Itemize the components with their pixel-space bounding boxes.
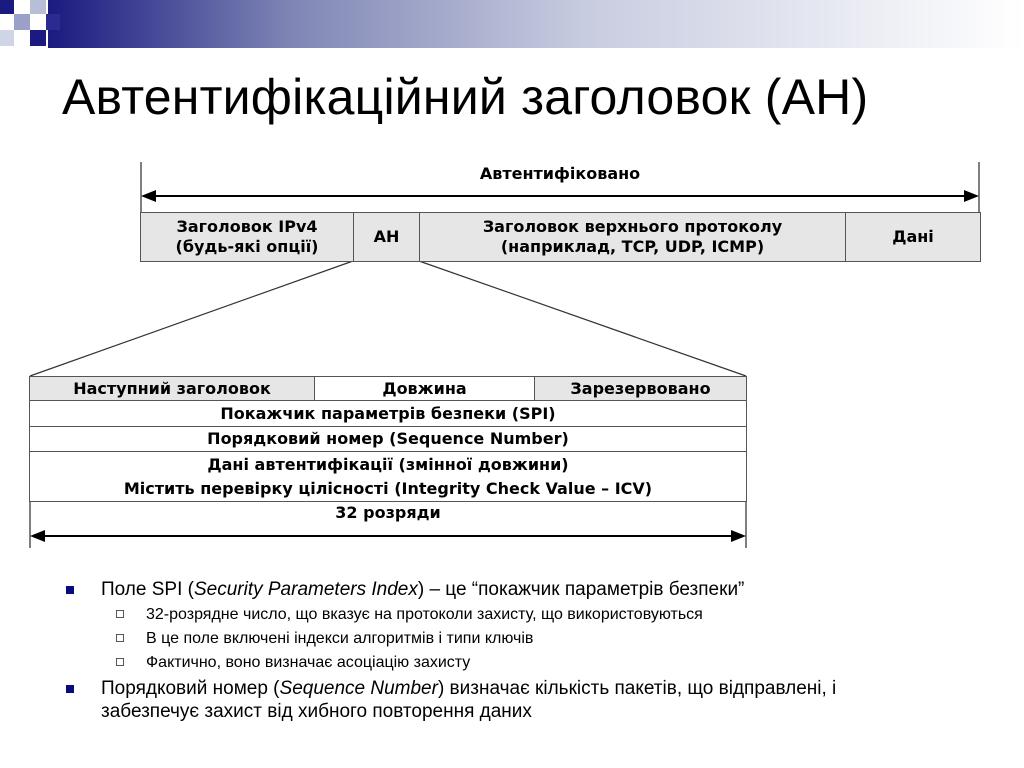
hollow-square-icon (116, 610, 124, 618)
ah-label: AH (373, 227, 400, 246)
bullet-sequence (60, 677, 881, 723)
expand-line-right (419, 261, 746, 376)
sub-bullet-text: В це поле включені індекси алгоритмів і типи ключів (146, 630, 534, 647)
expand-line-left (30, 261, 353, 376)
auth-data-cell (29, 451, 747, 502)
hollow-square-icon (116, 634, 124, 642)
ipv4-header-line1: Заголовок IPv4 (176, 217, 318, 236)
bits-arrow-head-right (731, 530, 746, 542)
sub-bullet-text: Фактично, воно визначає асоціацію захисту (146, 654, 471, 671)
upper-protocol-line1: Заголовок верхнього протоколу (482, 217, 783, 236)
spi-cell: Покажчик параметрів безпеки (SPI) (29, 400, 747, 427)
ipv4-header-cell (140, 212, 354, 262)
auth-data-line2: Містить перевірку цілісності (Integrity Check Value – ICV) (123, 478, 653, 498)
sub-bullet (60, 605, 980, 625)
arrow-head-left (141, 190, 156, 202)
bullet-emphasis: Security Parameters Index (193, 579, 418, 600)
bits-label: 32 розряди (335, 503, 441, 522)
sub-bullet (60, 653, 980, 673)
sequence-number-cell: Порядковий номер (Sequence Number) (29, 426, 747, 452)
bullet-square-icon (66, 586, 74, 594)
bullet-text: Поле SPI ( (101, 579, 194, 600)
bullet-text: ) визначає кількість пакетів, що відправлені, і забезпечує захист від хибного повторення даних (101, 678, 837, 722)
bits-arrow-head-left (30, 530, 45, 542)
bullet-square-icon (66, 685, 74, 693)
ah-cell (353, 212, 420, 262)
authenticated-label: Автентифіковано (479, 164, 641, 183)
bullet-spi (60, 578, 980, 601)
auth-data-line1: Дані автентифікації (змінної довжини) (207, 454, 569, 474)
data-cell (845, 212, 981, 262)
sub-bullet-text: 32-розрядне число, що вказує на протоколи захисту, що використовуються (146, 606, 703, 623)
sub-bullet (60, 629, 980, 649)
page-title: Автентифікаційний заголовок (AH) (62, 69, 869, 125)
ipv4-header-line2: (будь-які опції) (175, 237, 319, 256)
arrow-head-right (964, 190, 979, 202)
hollow-square-icon (116, 658, 124, 666)
bullet-list (60, 578, 980, 727)
reserved-cell: Зарезервовано (534, 376, 747, 401)
length-cell: Довжина (314, 376, 535, 401)
bullet-emphasis: Sequence Number (279, 678, 438, 699)
next-header-cell: Наступний заголовок (29, 376, 315, 401)
data-label: Дані (892, 227, 934, 246)
bullet-text: Порядковий номер ( (101, 678, 280, 699)
upper-protocol-cell (419, 212, 846, 262)
bullet-text: ) – це “покажчик параметрів безпеки” (417, 579, 745, 600)
upper-protocol-line2: (наприклад, TCP, UDP, ICMP) (500, 237, 765, 256)
